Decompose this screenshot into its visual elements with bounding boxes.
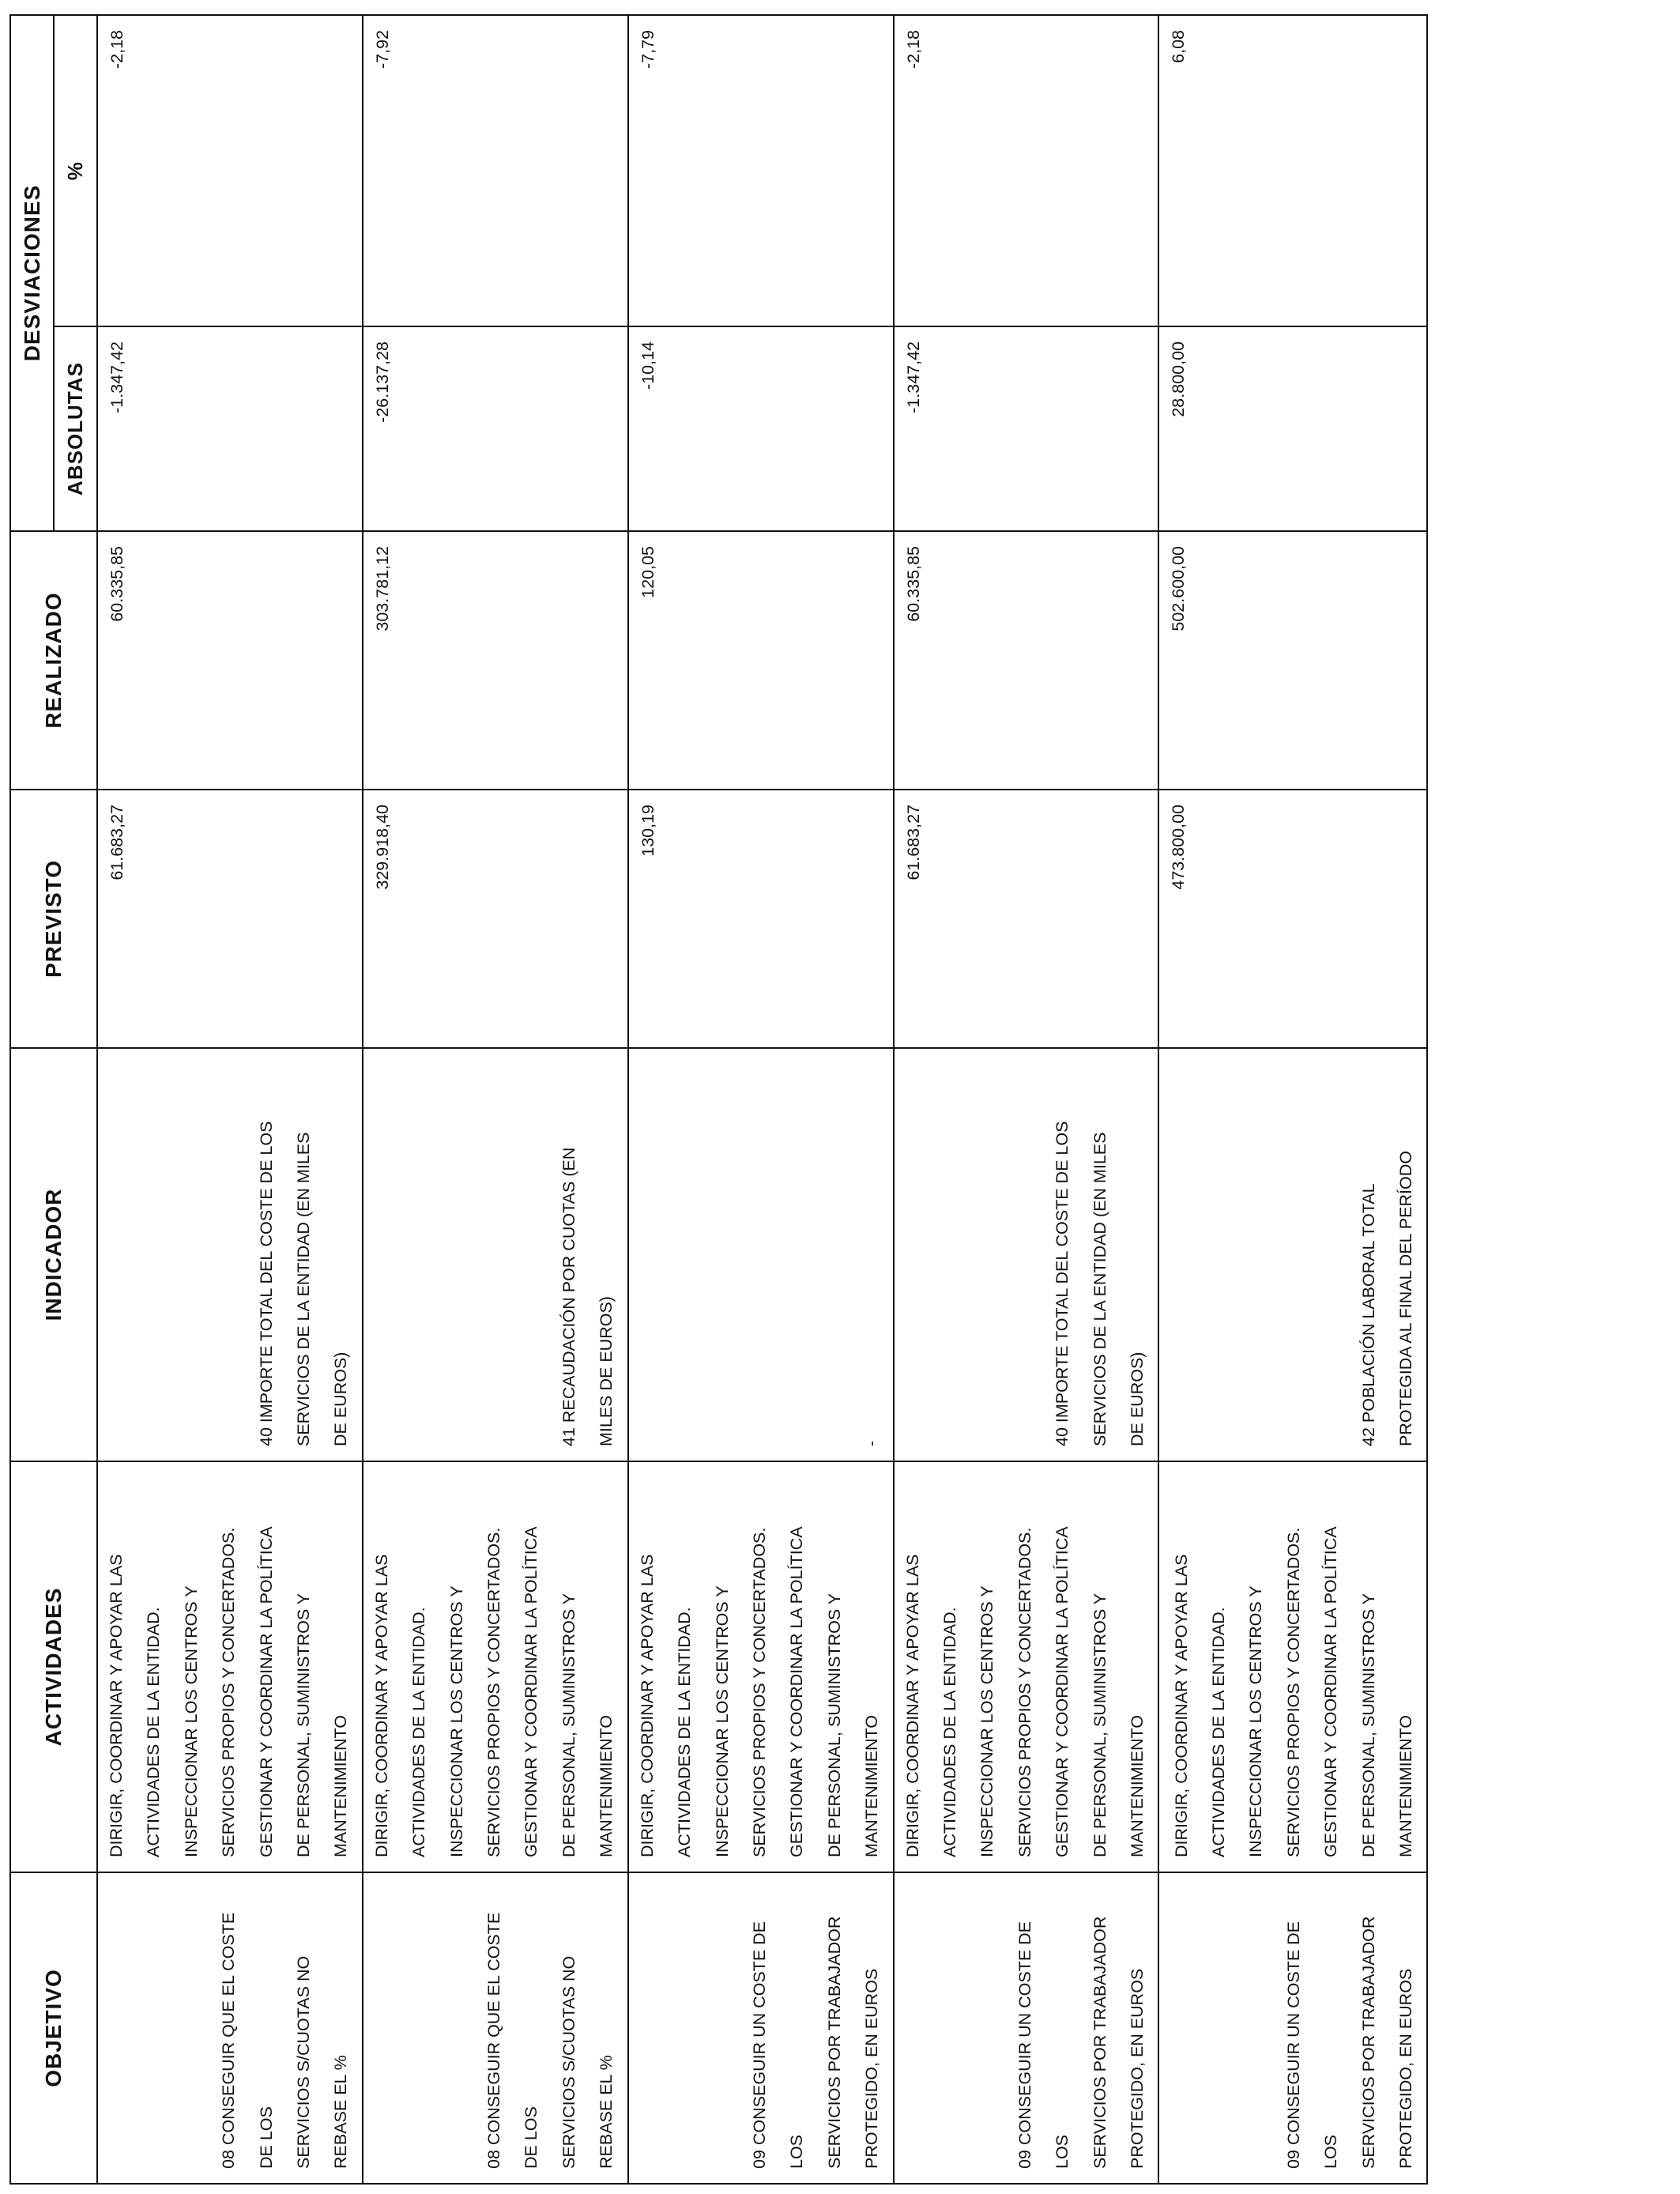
cell-actividades <box>363 1461 628 1872</box>
objetivo-line: 08 CONSEGUIR QUE EL COSTE DE LOS <box>484 1912 541 2169</box>
actividades-line: INSPECCIONAR LOS CENTROS Y <box>181 1585 201 1857</box>
actividades-line: GESTIONAR Y COORDINAR LA POLÍTICA <box>1321 1526 1341 1857</box>
header-indicador: INDICADOR <box>10 1048 97 1461</box>
absolutas-value: 28.800,00 <box>1169 341 1188 417</box>
actividades-line: DIRIGIR, COORDINAR Y APOYAR LAS <box>107 1554 126 1857</box>
cell-absolutas <box>1158 326 1427 531</box>
indicador-line: MILES DE EUROS) <box>597 1296 616 1446</box>
previsto-value: 61.683,27 <box>107 805 126 880</box>
cell-porcentaje <box>363 15 628 326</box>
indicador-line: 40 IMPORTE TOTAL DEL COSTE DE LOS <box>1053 1121 1072 1446</box>
porcentaje-value: -7,79 <box>638 29 657 69</box>
cell-previsto <box>894 790 1159 1048</box>
actividades-line: MANTENIMIENTO <box>331 1715 351 1857</box>
actividades-line: MANTENIMIENTO <box>862 1715 882 1857</box>
actividades-line: ACTIVIDADES DE LA ENTIDAD. <box>409 1607 429 1857</box>
header-actividades: ACTIVIDADES <box>10 1461 97 1872</box>
actividades-line: DE PERSONAL, SUMINISTROS Y <box>824 1593 844 1857</box>
actividades-line: INSPECCIONAR LOS CENTROS Y <box>977 1585 997 1857</box>
realizado-value: 60.335,85 <box>903 546 923 622</box>
realizado-value: 303.781,12 <box>372 546 392 631</box>
cell-realizado <box>1158 531 1427 790</box>
porcentaje-value: 6,08 <box>1169 29 1188 63</box>
actividades-line: GESTIONAR Y COORDINAR LA POLÍTICA <box>787 1526 807 1857</box>
header-objetivo: OBJETIVO <box>10 1872 97 2184</box>
header-realizado: REALIZADO <box>10 531 97 790</box>
porcentaje-value: -2,18 <box>107 29 126 69</box>
objetivo-line: 09 CONSEGUIR UN COSTE DE LOS <box>749 1921 807 2169</box>
cell-realizado <box>894 531 1159 790</box>
cell-actividades <box>1158 1461 1427 1872</box>
cell-realizado <box>628 531 894 790</box>
cell-previsto <box>1158 790 1427 1048</box>
actividades-line: INSPECCIONAR LOS CENTROS Y <box>446 1585 466 1857</box>
table-row <box>363 15 628 2184</box>
cell-indicador <box>1158 1048 1427 1461</box>
actividades-line: SERVICIOS PROPIOS Y CONCERTADOS. <box>1283 1527 1303 1857</box>
actividades-line: SERVICIOS PROPIOS Y CONCERTADOS. <box>484 1527 504 1857</box>
cell-objetivo <box>1158 1872 1427 2184</box>
indicador-line: 42 POBLACIÓN LABORAL TOTAL <box>1358 1183 1378 1446</box>
actividades-line: ACTIVIDADES DE LA ENTIDAD. <box>144 1607 164 1857</box>
actividades-line: ACTIVIDADES DE LA ENTIDAD. <box>675 1607 695 1857</box>
actividades-line: DIRIGIR, COORDINAR Y APOYAR LAS <box>371 1554 391 1857</box>
actividades-line: SERVICIOS PROPIOS Y CONCERTADOS. <box>1015 1527 1034 1857</box>
absolutas-value: -10,14 <box>638 341 657 390</box>
actividades-line: DIRIGIR, COORDINAR Y APOYAR LAS <box>637 1554 657 1857</box>
table-row <box>894 15 1159 2184</box>
actividades-line: DE PERSONAL, SUMINISTROS Y <box>294 1593 314 1857</box>
actividades-line: SERVICIOS PROPIOS Y CONCERTADOS. <box>749 1527 769 1857</box>
cell-objetivo <box>363 1872 628 2184</box>
cell-objetivo <box>97 1872 363 2184</box>
actividades-line: GESTIONAR Y COORDINAR LA POLÍTICA <box>256 1526 276 1857</box>
objetivo-line: 08 CONSEGUIR QUE EL COSTE DE LOS <box>219 1912 276 2169</box>
cell-indicador <box>363 1048 628 1461</box>
objetivo-line: SERVICIOS S/CUOTAS NO REBASE EL % <box>294 1955 351 2169</box>
previsto-value: 130,19 <box>638 805 657 857</box>
objetivo-line: PROTEGIDO, EN EUROS <box>1396 1968 1415 2169</box>
porcentaje-value: -7,92 <box>372 29 392 69</box>
cell-indicador <box>97 1048 363 1461</box>
actividades-line: MANTENIMIENTO <box>597 1715 616 1857</box>
realizado-value: 60.335,85 <box>107 546 126 622</box>
absolutas-value: -26.137,28 <box>372 341 392 423</box>
cell-objetivo <box>894 1872 1159 2184</box>
cell-absolutas <box>97 326 363 531</box>
indicador-line: - <box>862 1440 882 1446</box>
actividades-line: GESTIONAR Y COORDINAR LA POLÍTICA <box>1053 1526 1072 1857</box>
table-row <box>97 15 363 2184</box>
actividades-line: DIRIGIR, COORDINAR Y APOYAR LAS <box>1171 1554 1191 1857</box>
cell-previsto <box>97 790 363 1048</box>
objetivo-line: SERVICIOS POR TRABAJADOR <box>1358 1916 1378 2169</box>
actividades-line: MANTENIMIENTO <box>1127 1715 1147 1857</box>
table-row <box>628 15 894 2184</box>
cell-absolutas <box>628 326 894 531</box>
cell-actividades <box>97 1461 363 1872</box>
actividades-line: ACTIVIDADES DE LA ENTIDAD. <box>940 1607 959 1857</box>
indicador-line: DE EUROS) <box>331 1351 351 1446</box>
cell-absolutas <box>894 326 1159 531</box>
cell-objetivo <box>628 1872 894 2184</box>
table-row <box>1158 15 1427 2184</box>
previsto-value: 473.800,00 <box>1169 805 1188 890</box>
realizado-value: 502.600,00 <box>1169 546 1188 631</box>
indicador-line: 40 IMPORTE TOTAL DEL COSTE DE LOS <box>256 1121 276 1446</box>
actividades-line: ACTIVIDADES DE LA ENTIDAD. <box>1208 1607 1228 1857</box>
header-porcentaje: % <box>54 15 97 326</box>
header-previsto: PREVISTO <box>10 790 97 1048</box>
cell-indicador <box>894 1048 1159 1461</box>
objectives-table <box>9 14 1428 2185</box>
indicador-line: 41 RECAUDACIÓN POR CUOTAS (EN <box>559 1147 578 1446</box>
objetivo-line: 09 CONSEGUIR UN COSTE DE LOS <box>1015 1921 1072 2169</box>
porcentaje-value: -2,18 <box>903 29 923 69</box>
cell-indicador <box>628 1048 894 1461</box>
cell-porcentaje <box>97 15 363 326</box>
actividades-line: SERVICIOS PROPIOS Y CONCERTADOS. <box>219 1527 239 1857</box>
header-absolutas: ABSOLUTAS <box>54 326 97 531</box>
table-body <box>97 15 1427 2184</box>
cell-porcentaje <box>628 15 894 326</box>
cell-absolutas <box>363 326 628 531</box>
absolutas-value: -1.347,42 <box>107 341 126 413</box>
cell-previsto <box>628 790 894 1048</box>
objetivo-line: PROTEGIDO, EN EUROS <box>862 1968 882 2169</box>
cell-realizado <box>363 531 628 790</box>
cell-actividades <box>894 1461 1159 1872</box>
cell-previsto <box>363 790 628 1048</box>
actividades-line: DE PERSONAL, SUMINISTROS Y <box>1090 1593 1109 1857</box>
objetivo-line: SERVICIOS POR TRABAJADOR <box>824 1916 844 2169</box>
header-desviaciones: DESVIACIONES <box>10 15 54 531</box>
actividades-line: DE PERSONAL, SUMINISTROS Y <box>559 1593 578 1857</box>
cell-actividades <box>628 1461 894 1872</box>
actividades-line: INSPECCIONAR LOS CENTROS Y <box>1246 1585 1266 1857</box>
cell-porcentaje <box>894 15 1159 326</box>
indicador-line: SERVICIOS DE LA ENTIDAD (EN MILES <box>1090 1132 1109 1446</box>
actividades-line: MANTENIMIENTO <box>1396 1715 1415 1857</box>
cell-porcentaje <box>1158 15 1427 326</box>
actividades-line: INSPECCIONAR LOS CENTROS Y <box>712 1585 732 1857</box>
previsto-value: 61.683,27 <box>903 805 923 880</box>
actividades-line: DE PERSONAL, SUMINISTROS Y <box>1358 1593 1378 1857</box>
absolutas-value: -1.347,42 <box>903 341 923 413</box>
objetivo-line: SERVICIOS S/CUOTAS NO REBASE EL % <box>559 1955 616 2169</box>
objetivo-line: SERVICIOS POR TRABAJADOR <box>1090 1916 1109 2169</box>
indicador-line: DE EUROS) <box>1127 1351 1147 1446</box>
cell-realizado <box>97 531 363 790</box>
objetivo-line: PROTEGIDO, EN EUROS <box>1127 1968 1147 2169</box>
indicador-line: SERVICIOS DE LA ENTIDAD (EN MILES <box>294 1132 314 1446</box>
realizado-value: 120,05 <box>638 546 657 598</box>
objetivo-line: 09 CONSEGUIR UN COSTE DE LOS <box>1283 1921 1341 2169</box>
actividades-line: GESTIONAR Y COORDINAR LA POLÍTICA <box>522 1526 541 1857</box>
actividades-line: DIRIGIR, COORDINAR Y APOYAR LAS <box>902 1554 922 1857</box>
previsto-value: 329.918,40 <box>372 805 392 890</box>
indicador-line: PROTEGIDA AL FINAL DEL PERÍODO <box>1396 1151 1415 1446</box>
